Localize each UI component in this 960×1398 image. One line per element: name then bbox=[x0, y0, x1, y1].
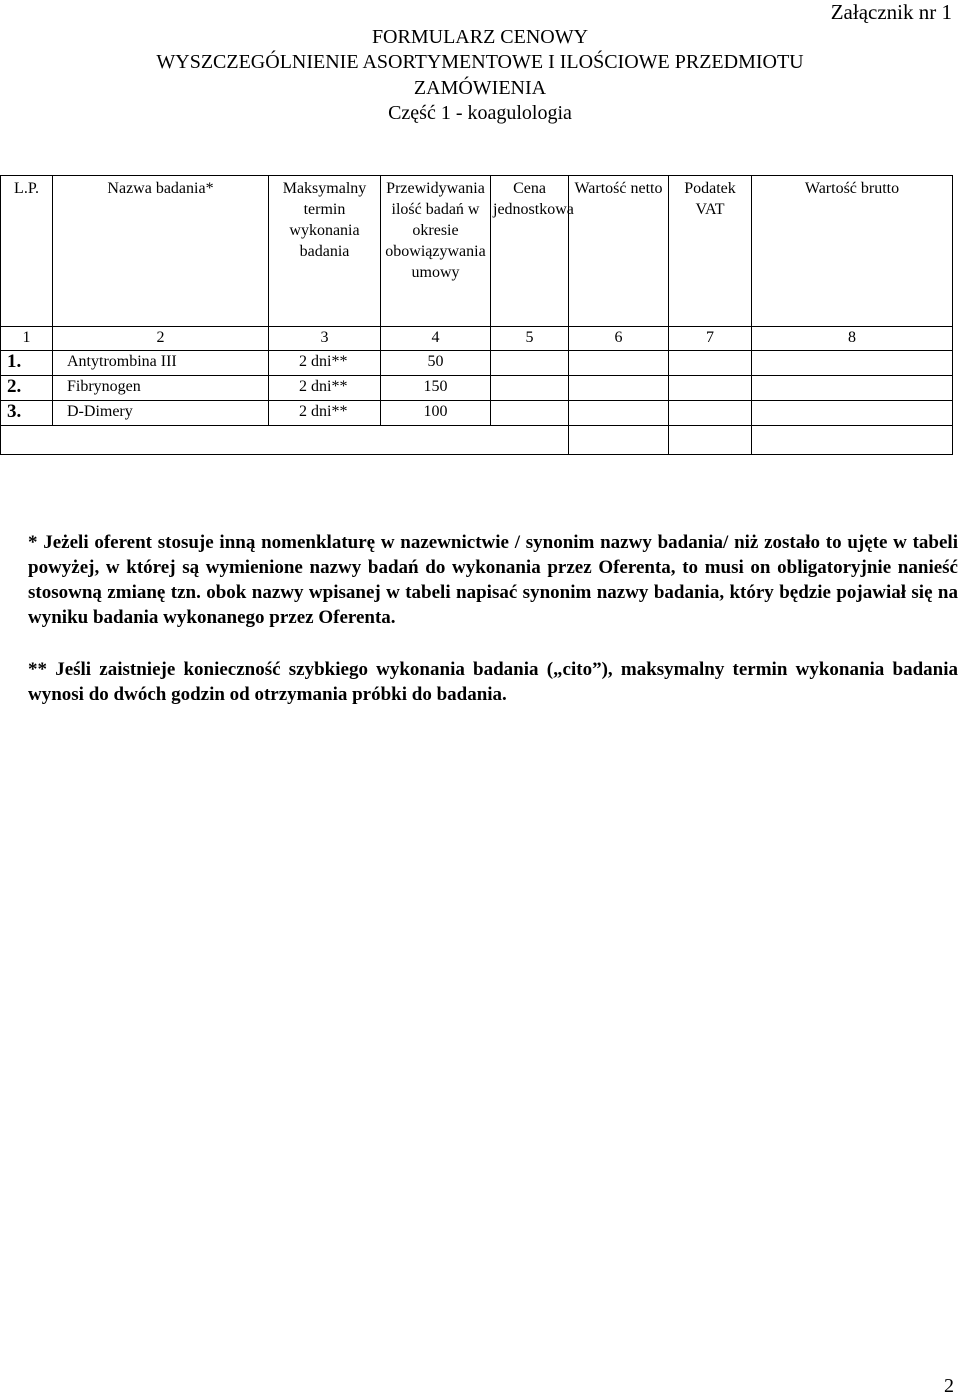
max-term: 2 dni** bbox=[269, 351, 381, 376]
total-vat-cell[interactable] bbox=[669, 426, 752, 455]
header-cell-lp: L.P. bbox=[1, 176, 53, 327]
gross-value-cell[interactable] bbox=[752, 351, 953, 376]
header-cell-net-value: Wartość netto bbox=[569, 176, 669, 327]
footnote-cito bbox=[28, 657, 958, 707]
vat-cell[interactable] bbox=[669, 351, 752, 376]
max-term: 2 dni** bbox=[269, 401, 381, 426]
gross-value-cell[interactable] bbox=[752, 401, 953, 426]
annex-label: Załącznik nr 1 bbox=[830, 0, 952, 24]
vat-cell[interactable] bbox=[669, 376, 752, 401]
unit-price-cell[interactable] bbox=[491, 376, 569, 401]
footnote-cito-text: ** Jeśli zaistnieje konieczność szybkiego wykonania badania („cito”), maksymalny termin wykonania badania wynosi do dwóch godzin od otrzymania próbki do badania. bbox=[28, 659, 958, 705]
column-number: 7 bbox=[669, 327, 752, 351]
total-net-cell[interactable] bbox=[569, 426, 669, 455]
max-term: 2 dni** bbox=[269, 376, 381, 401]
row-number: 3. bbox=[1, 401, 53, 426]
vat-cell[interactable] bbox=[669, 401, 752, 426]
table-row bbox=[1, 401, 953, 426]
header-cell-unit-price: Cena jednostkowa bbox=[491, 176, 569, 327]
net-value-cell[interactable] bbox=[569, 351, 669, 376]
test-quantity: 50 bbox=[381, 351, 491, 376]
total-gross-cell[interactable] bbox=[752, 426, 953, 455]
table-row bbox=[1, 376, 953, 401]
unit-price-cell[interactable] bbox=[491, 401, 569, 426]
total-label-cell bbox=[1, 426, 569, 455]
net-value-cell[interactable] bbox=[569, 376, 669, 401]
form-title: FORMULARZ CENOWY bbox=[371, 26, 589, 48]
column-number: 1 bbox=[1, 327, 53, 351]
header-cell-term: Maksymalny termin wykonania badania bbox=[269, 176, 381, 327]
footnote-nomenclature-text: * Jeżeli oferent stosuje inną nomenklaturę w nazewnictwie / synonim nazwy badania/ niż zostało to ujęte w tabeli powyżej, w której są wymienione nazwy badań do wykonania przez Oferenta, to musi on obligatoryjnie nanieść stosowną zmianę tzn. obok nazwy wpisanej w tabeli napisać synonim nazwy badania, który będzie pojawiał się na wyniku badania wykonanego przez Oferenta. bbox=[28, 532, 958, 628]
net-value-cell[interactable] bbox=[569, 401, 669, 426]
table-header-row bbox=[1, 176, 953, 327]
header-cell-gross-value: Wartość brutto bbox=[752, 176, 953, 327]
price-table bbox=[0, 175, 953, 455]
column-number: 6 bbox=[569, 327, 669, 351]
column-number: 5 bbox=[491, 327, 569, 351]
header-cell-quantity: Przewidywania ilość badań w okresie obowiązywania umowy bbox=[381, 176, 491, 327]
header-cell-vat: Podatek VAT bbox=[669, 176, 752, 327]
footnote-nomenclature bbox=[28, 530, 958, 630]
row-number: 1. bbox=[1, 351, 53, 376]
form-subtitle-line1: WYSZCZEGÓLNIENIE ASORTYMENTOWE I ILOŚCIOWE PRZEDMIOTU bbox=[156, 51, 804, 73]
column-number: 8 bbox=[752, 327, 953, 351]
column-number: 3 bbox=[269, 327, 381, 351]
test-quantity: 150 bbox=[381, 376, 491, 401]
form-part-title: Część 1 - koagulologia bbox=[388, 102, 572, 124]
row-number: 2. bbox=[1, 376, 53, 401]
form-subtitle-line2: ZAMÓWIENIA bbox=[413, 77, 547, 99]
test-name: Fibrynogen bbox=[53, 376, 269, 401]
table-row bbox=[1, 351, 953, 376]
gross-value-cell[interactable] bbox=[752, 376, 953, 401]
page-number: 2 bbox=[944, 1375, 954, 1397]
test-quantity: 100 bbox=[381, 401, 491, 426]
column-number-row bbox=[1, 327, 953, 351]
header-cell-name: Nazwa badania* bbox=[53, 176, 269, 327]
column-number: 4 bbox=[381, 327, 491, 351]
test-name: Antytrombina III bbox=[53, 351, 269, 376]
test-name: D-Dimery bbox=[53, 401, 269, 426]
column-number: 2 bbox=[53, 327, 269, 351]
total-row bbox=[1, 426, 953, 455]
unit-price-cell[interactable] bbox=[491, 351, 569, 376]
